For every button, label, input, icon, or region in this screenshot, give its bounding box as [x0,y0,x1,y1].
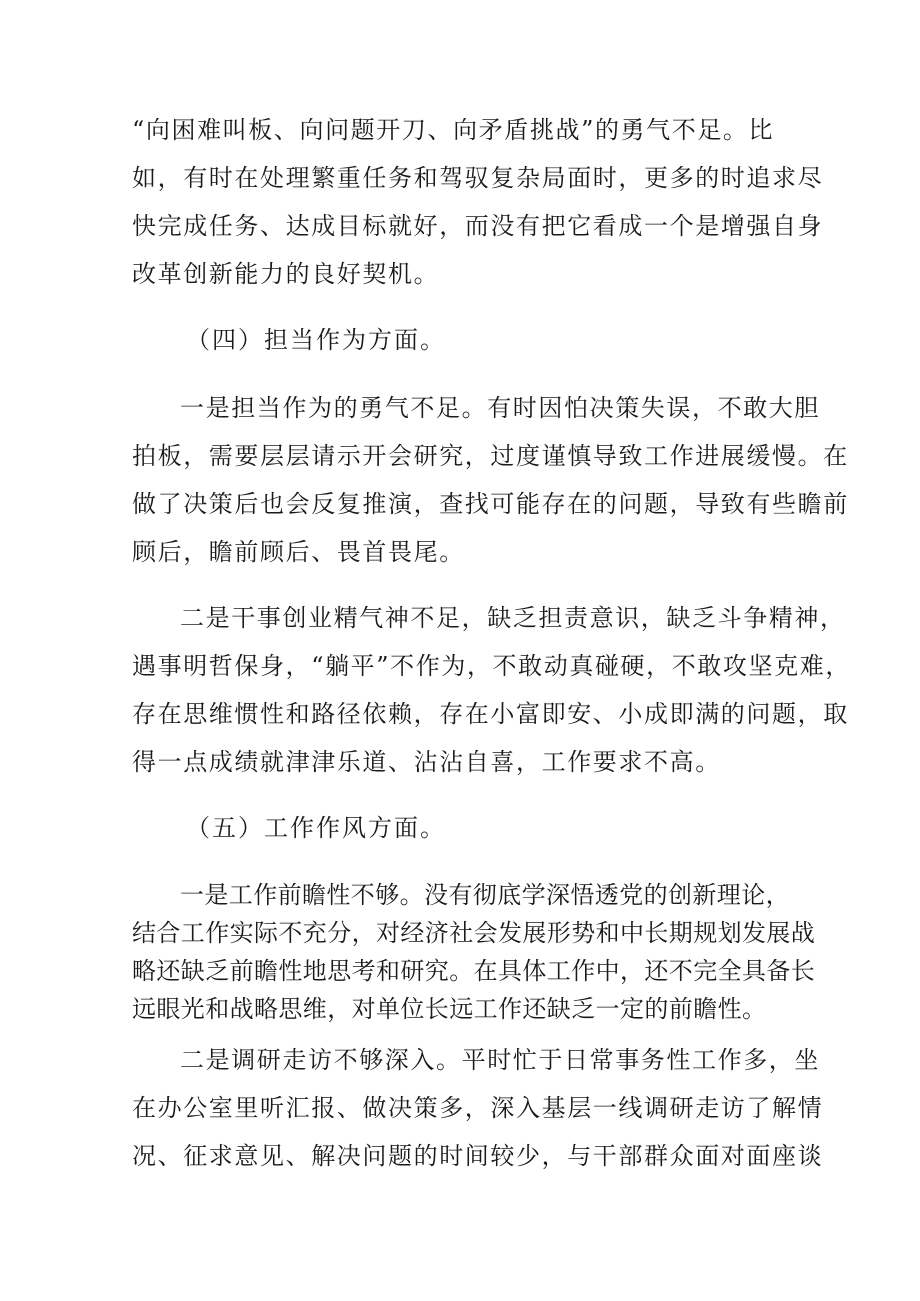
text-line: 况、征求意见、解决问题的时间较少，与干部群众面对面座谈 [132,1142,824,1170]
heading-text: （四）担当作为方面。 [186,326,446,354]
text-line: 结合工作实际不充分，对经济社会发展形势和中长期规划发展战 [132,919,816,947]
text-line: 二是干事创业精气神不足，缺乏担责意识，缺乏斗争精神， [180,604,846,632]
text-line: “向困难叫板、向问题开刀、向矛盾挑战”的勇气不足。比 [132,116,775,144]
text-line: 在办公室里听汇报、做决策多，深入基层一线调研走访了解情 [132,1094,824,1122]
text-line: 如，有时在处理繁重任务和驾驭复杂局面时，更多的时追求尽 [132,164,824,192]
text-line: 远眼光和战略思维，对单位长远工作还缺乏一定的前瞻性。 [132,995,767,1023]
text-line: 略还缺乏前瞻性地思考和研究。在具体工作中，还不完全具备长 [132,957,816,985]
text-line: 拍板，需要层层请示开会研究，过度谨慎导致工作进展缓慢。在 [132,442,849,470]
text-line: 改革创新能力的良好契机。 [132,260,440,288]
text-line: 存在思维惯性和路径依赖，存在小富即安、小成即满的问题，取 [132,700,849,728]
heading-text: （五）工作作风方面。 [186,814,446,842]
text-line: 一是担当作为的勇气不足。有时因怕决策失误，不敢大胆 [180,394,820,422]
text-line: 得一点成绩就津津乐道、沾沾自喜，工作要求不高。 [132,748,721,776]
text-line: 一是工作前瞻性不够。没有彻底学深悟透党的创新理论， [180,881,790,909]
text-line: 做了决策后也会反复推演，查找可能存在的问题，导致有些瞻前 [132,490,849,518]
text-line: 遇事明哲保身，“躺平”不作为，不敢动真碰硬，不敢攻坚克难， [132,652,851,680]
text-line: 二是调研走访不够深入。平时忙于日常事务性工作多，坐 [180,1046,820,1074]
text-line: 顾后，瞻前顾后、畏首畏尾。 [132,538,465,566]
text-line: 快完成任务、达成目标就好，而没有把它看成一个是增强自身 [132,212,824,240]
